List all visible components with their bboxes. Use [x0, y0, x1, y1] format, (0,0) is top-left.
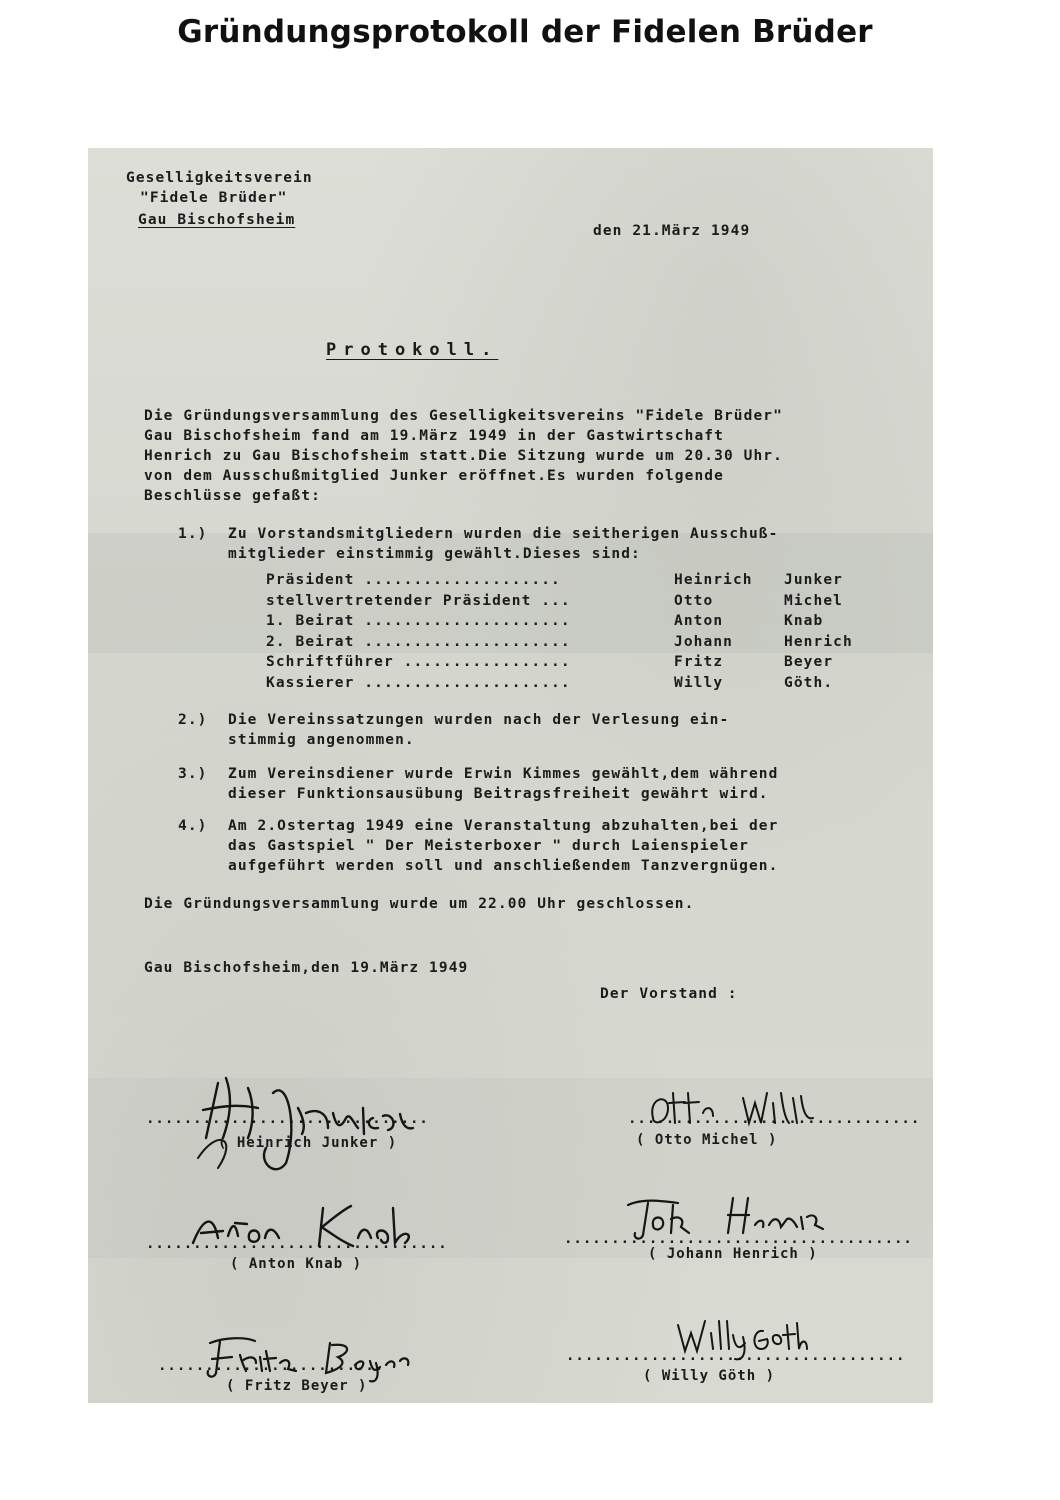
board-office: Schriftführer ................. [266, 654, 571, 670]
intro-line-1: Die Gründungsversammlung des Geselligkeitsvereins "Fidele Brüder" [144, 408, 783, 424]
signature-michel-handwriting [643, 1078, 843, 1138]
board-label: Der Vorstand : [600, 986, 738, 1002]
board-last-name: Michel [784, 592, 843, 609]
item-3-line-2: dieser Funktionsausübung Beitragsfreiheit gewährt wird. [228, 786, 769, 802]
letterhead-line-3: Gau Bischofsheim [138, 212, 296, 228]
signature-name-goeth: ( Willy Göth ) [643, 1368, 776, 1384]
item-3-number: 3.) [178, 766, 208, 782]
item-4-number: 4.) [178, 818, 208, 834]
board-last-name: Beyer [784, 654, 834, 670]
document-heading: Protokoll. [326, 340, 499, 360]
board-first-name: Anton [674, 613, 724, 629]
item-3-line-1: Zum Vereinsdiener wurde Erwin Kimmes gewählt,dem während [228, 766, 779, 782]
item-2-line-2: stimmig angenommen. [228, 732, 415, 748]
board-office: 1. Beirat ..................... [266, 613, 571, 629]
item-1-line-1: Zu Vorstandsmitgliedern wurden die seitherigen Ausschuß- [228, 526, 779, 542]
item-2-line-1: Die Vereinssatzungen wurden nach der Verlesung ein- [228, 712, 730, 728]
signature-junker-handwriting [178, 1068, 438, 1178]
board-office: Präsident .................... [266, 572, 561, 588]
item-4-line-1: Am 2.Ostertag 1949 eine Veranstaltung abzuhalten,bei der [228, 818, 779, 834]
board-office: 2. Beirat ..................... [266, 633, 571, 650]
date-line: den 21.März 1949 [593, 223, 751, 239]
board-last-name: Henrich [784, 633, 853, 650]
board-first-name: Otto [674, 592, 714, 609]
letterhead-line-1: Geselligkeitsverein [126, 170, 313, 186]
intro-line-3: Henrich zu Gau Bischofsheim statt.Die Sitzung wurde um 20.30 Uhr. [144, 448, 783, 464]
letterhead-line-2: "Fidele Brüder" [140, 190, 288, 206]
signature-henrich-handwriting [623, 1193, 863, 1248]
place-date: Gau Bischofsheim,den 19.März 1949 [144, 960, 469, 976]
signature-line: ..................................... [564, 1231, 913, 1247]
closing-line: Die Gründungsversammlung wurde um 22.00 Uhr geschlossen. [144, 896, 695, 912]
board-first-name: Johann [674, 633, 733, 650]
board-first-name: Fritz [674, 654, 724, 670]
signature-goeth-handwriting [673, 1313, 813, 1363]
intro-line-5: Beschlüsse gefaßt: [144, 488, 321, 504]
intro-line-4: von dem Ausschußmitglied Junker eröffnet.Es wurden folgende [144, 468, 724, 484]
signature-line: ................................ [146, 1236, 448, 1252]
board-last-name: Göth. [784, 674, 834, 691]
item-2-number: 2.) [178, 712, 208, 728]
signature-name-michel: ( Otto Michel ) [636, 1132, 778, 1148]
signature-beyer-handwriting [200, 1333, 440, 1383]
signature-name-beyer: ( Fritz Beyer ) [226, 1378, 368, 1394]
signature-line: ............................... [628, 1111, 921, 1127]
board-office: stellvertretender Präsident ... [266, 592, 571, 609]
item-1-line-2: mitglieder einstimmig gewählt.Dieses sind: [228, 546, 641, 562]
board-first-name: Heinrich [674, 572, 753, 588]
signature-name-junker: ( Heinrich Junker ) [218, 1135, 398, 1151]
signature-line: .............................. [146, 1111, 429, 1127]
board-first-name: Willy [674, 674, 724, 691]
item-4-line-3: aufgeführt werden soll und anschließendem Tanzvergnügen. [228, 858, 779, 874]
intro-line-2: Gau Bischofsheim fand am 19.März 1949 in der Gastwirtschaft [144, 428, 724, 444]
item-4-line-2: das Gastspiel " Der Meisterboxer " durch Laienspieler [228, 838, 749, 854]
board-last-name: Junker [784, 572, 843, 588]
page-title: Gründungsprotokoll der Fidelen Brüder [177, 14, 873, 50]
signature-knab-handwriting [183, 1198, 483, 1258]
board-office: Kassierer ..................... [266, 674, 571, 691]
item-1-number: 1.) [178, 526, 208, 542]
scanned-document [88, 148, 933, 1403]
signature-name-henrich: ( Johann Henrich ) [648, 1246, 818, 1262]
board-last-name: Knab [784, 613, 824, 629]
signature-line: ........................ [158, 1358, 385, 1374]
signature-name-knab: ( Anton Knab ) [230, 1256, 363, 1272]
signature-line: .................................... [566, 1348, 906, 1364]
